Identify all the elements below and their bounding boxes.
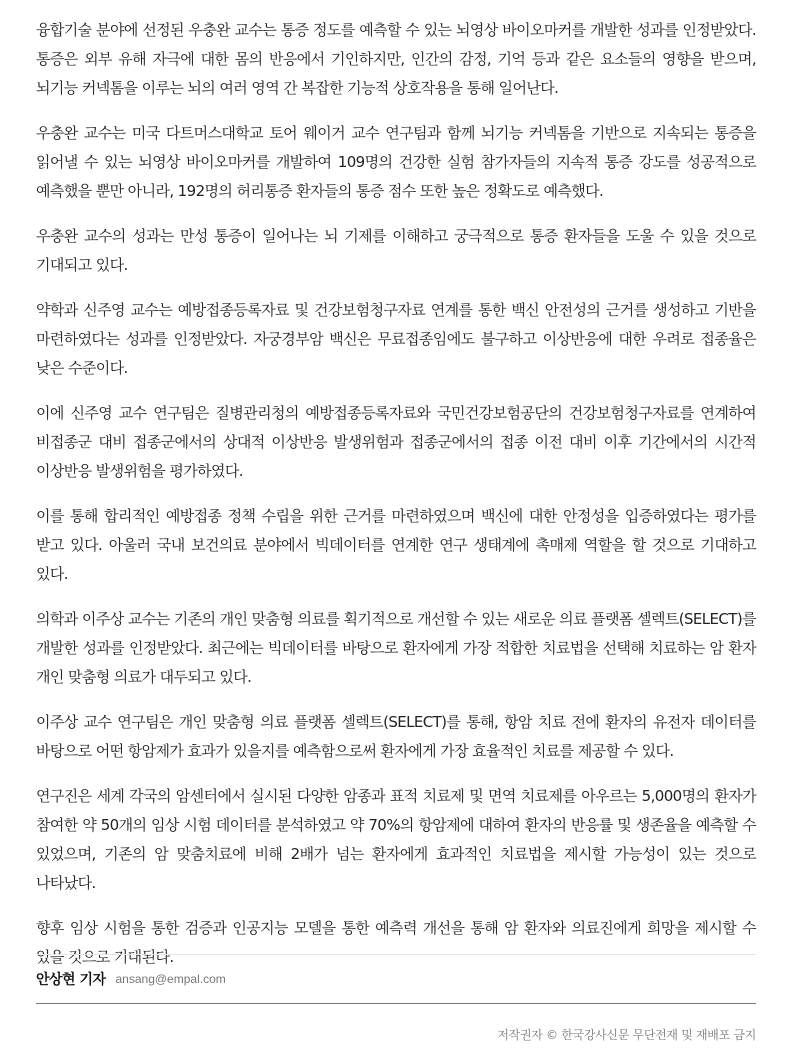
article-paragraph: 우충완 교수는 미국 다트머스대학교 토어 웨이거 교수 연구팀과 함께 뇌기능 커넥톰을 기반으로 지속되는 통증을 읽어낼 수 있는 뇌영상 바이오마커를 개발하여 109명의 건강한 실험 참가자들의 지속적 통증 강도를 성공적으로 예측했을 뿐만 아니라, 192명의 허리통증 환자들의 통증 점수 또한 높은 정확도로 예측했다. bbox=[36, 124, 756, 200]
reporter-byline bbox=[36, 954, 756, 1004]
reporter-email-link[interactable]: ansang@empal.com bbox=[115, 972, 226, 986]
article-paragraph: 의학과 이주상 교수는 기존의 개인 맞춤형 의료를 획기적으로 개선할 수 있는 새로운 의료 플랫폼 셀렉트(SELECT)를 개발한 성과를 인정받았다. 최근에는 빅데이터를 바탕으로 환자에게 가장 적합한 치료법을 선택해 치료하는 암 환자 개인 맞춤형 의료가 대두되고 있다. bbox=[36, 610, 756, 686]
article-paragraph: 약학과 신주영 교수는 예방접종등록자료 및 건강보험청구자료 연계를 통한 백신 안전성의 근거를 생성하고 기반을 마련하였다는 성과를 인정받았다. 자궁경부암 백신은 무료접종임에도 불구하고 이상반응에 대한 우려로 접종율은 낮은 수준이다. bbox=[36, 301, 756, 377]
article-paragraph: 연구진은 세계 각국의 암센터에서 실시된 다양한 암종과 표적 치료제 및 면역 치료제를 아우르는 5,000명의 환자가 참여한 약 50개의 임상 시험 데이터를 분석하였고 약 70%의 항암제에 대하여 환자의 반응률 및 생존율을 예측할 수 있었으며, 기존의 암 맞춤치료에 비해 2배가 넘는 환자에게 효과적인 치료법을 제시할 가능성이 있는 것으로 나타났다. bbox=[36, 787, 756, 892]
article-paragraph: 향후 임상 시험을 통한 검증과 인공지능 모델을 통한 예측력 개선을 통해 암 환자와 의료진에게 희망을 제시할 수 있을 것으로 기대된다. bbox=[36, 919, 756, 966]
article-paragraph: 이에 신주영 교수 연구팀은 질병관리청의 예방접종등록자료와 국민건강보험공단의 건강보험청구자료를 연계하여 비접종군 대비 접종군에서의 상대적 이상반응 발생위험과 접종군에서의 접종 이전 대비 이후 기간에서의 시간적 이상반응 발생위험을 평가하였다. bbox=[36, 404, 756, 480]
article-body bbox=[36, 16, 756, 988]
article-paragraph: 우충완 교수의 성과는 만성 통증이 일어나는 뇌 기제를 이해하고 궁극적으로 통증 환자들을 도울 수 있을 것으로 기대되고 있다. bbox=[36, 227, 756, 274]
copyright-notice: 저작권자 © 한국강사신문 무단전재 및 재배포 금지 bbox=[497, 1028, 756, 1042]
article-paragraph: 이를 통해 합리적인 예방접종 정책 수립을 위한 근거를 마련하였으며 백신에 대한 안정성을 입증하였다는 평가를 받고 있다. 아울러 국내 보건의료 분야에서 빅데이터를 연계한 연구 생태계에 촉매제 역할을 할 것으로 기대하고 있다. bbox=[36, 507, 756, 583]
article-paragraph: 이주상 교수 연구팀은 개인 맞춤형 의료 플랫폼 셀렉트(SELECT)를 통해, 항암 치료 전에 환자의 유전자 데이터를 바탕으로 어떤 항암제가 효과가 있을지를 예측함으로써 환자에게 가장 효율적인 치료를 제공할 수 있다. bbox=[36, 713, 756, 760]
reporter-name: 안상현 기자 bbox=[36, 972, 106, 988]
article-paragraph: 융합기술 분야에 선정된 우충완 교수는 통증 정도를 예측할 수 있는 뇌영상 바이오마커를 개발한 성과를 인정받았다. 통증은 외부 유해 자극에 대한 몸의 반응에서 기인하지만, 인간의 감정, 기억 등과 같은 요소들의 영향을 받으며, 뇌기능 커넥톰을 이루는 뇌의 여러 영역 간 복잡한 기능적 상호작용을 통해 일어난다. bbox=[36, 21, 756, 97]
